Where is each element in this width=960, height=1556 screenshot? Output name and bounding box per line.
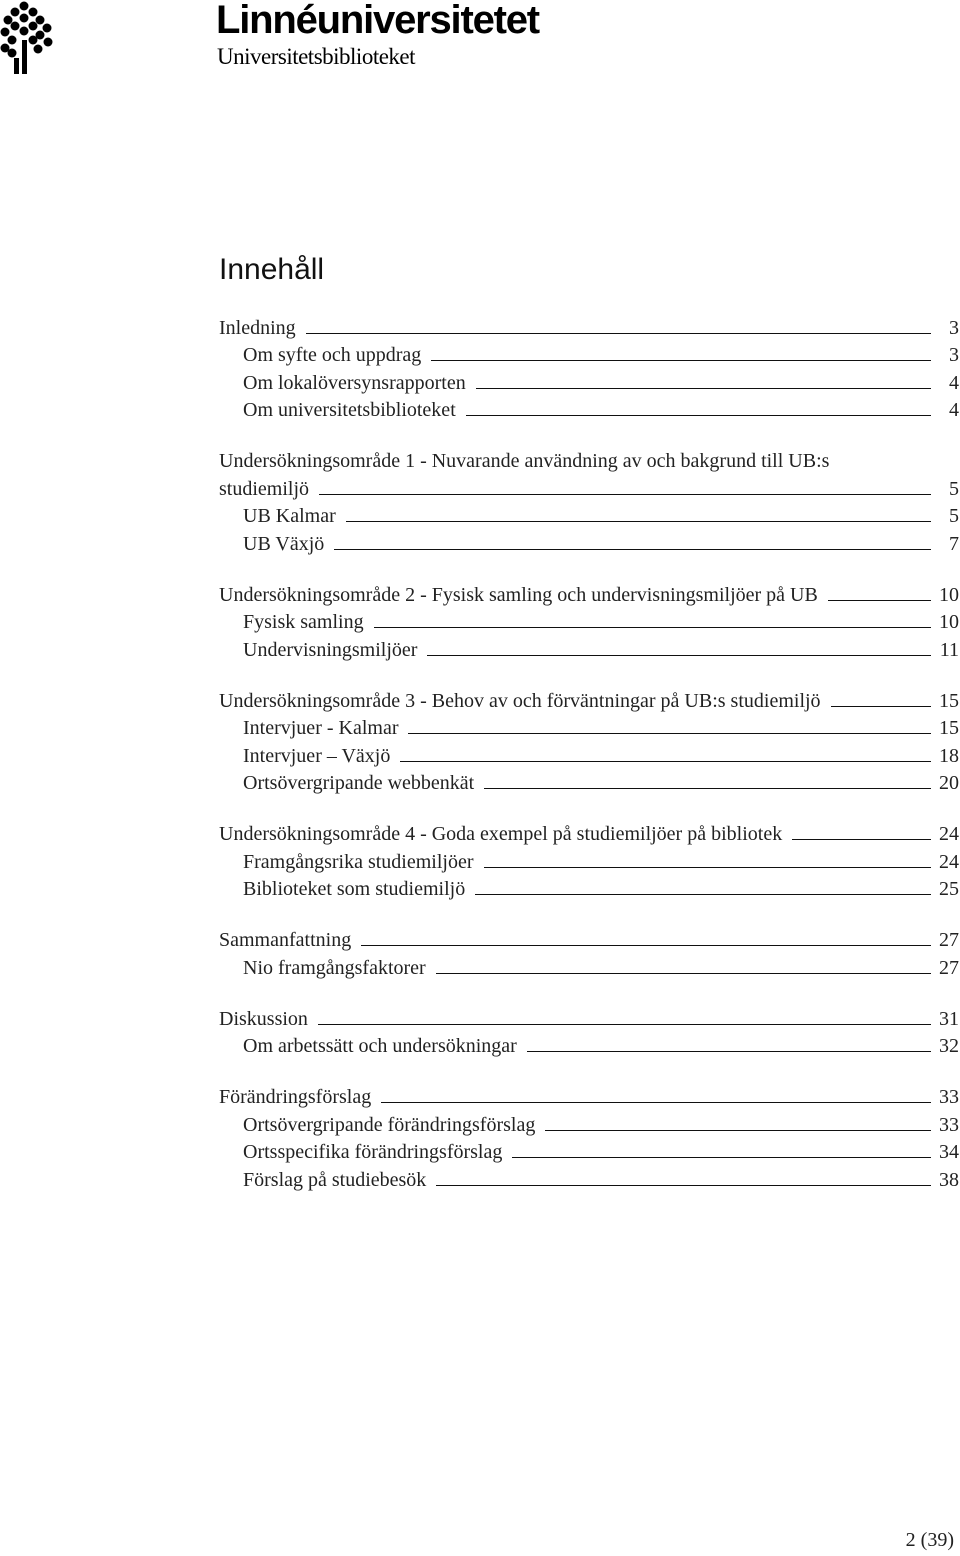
- toc-entry[interactable]: [219, 395, 959, 423]
- toc-entry-page: 33: [939, 1113, 959, 1136]
- toc-entry-page: 4: [949, 371, 959, 394]
- toc-leader-line: [361, 944, 931, 946]
- toc-entry[interactable]: [219, 1137, 959, 1165]
- toc-leader-line: [400, 760, 931, 762]
- toc-entry[interactable]: [219, 1003, 959, 1031]
- toc-leader-line: [318, 1023, 931, 1025]
- toc-entry-title: Nio framgångsfaktorer: [243, 956, 426, 979]
- toc-entry-page: 24: [939, 823, 959, 845]
- toc-entry-page: 3: [949, 316, 959, 339]
- toc-entry-title: UB Kalmar: [243, 505, 336, 527]
- toc-entry-page: 33: [939, 1086, 959, 1108]
- toc-entry-title: Förslag på studiebesök: [243, 1168, 427, 1191]
- toc-leader-line: [466, 414, 931, 416]
- toc-group-spacer: [219, 795, 959, 819]
- toc-leader-line: [484, 866, 931, 868]
- toc-leader-line: [334, 548, 931, 550]
- toc-entry-title: Undersökningsområde 2 - Fysisk samling och undervisningsmiljöer på UB: [219, 583, 818, 606]
- toc-entry[interactable]: [219, 579, 959, 607]
- toc-entry[interactable]: [219, 925, 959, 953]
- toc-entry-page: 27: [939, 929, 959, 951]
- toc-group-spacer: [219, 662, 959, 686]
- tree-logo-icon: [0, 0, 60, 76]
- toc-leader-line: [431, 359, 931, 361]
- toc-entry[interactable]: [219, 312, 959, 340]
- toc-entry-title: Framgångsrika studiemiljöer: [243, 850, 474, 873]
- toc-entry-title: Om arbetssätt och undersökningar: [243, 1035, 517, 1057]
- toc-leader-line: [512, 1156, 931, 1158]
- toc-entry-page: 25: [939, 878, 959, 900]
- toc-entry[interactable]: [219, 1164, 959, 1192]
- toc-heading: Innehåll: [219, 253, 325, 286]
- toc-leader-line: [475, 893, 931, 895]
- toc-entry[interactable]: [219, 740, 959, 768]
- toc-entry[interactable]: [219, 846, 959, 874]
- toc-entry[interactable]: [219, 685, 959, 713]
- toc-entry[interactable]: [219, 528, 959, 556]
- toc-group-spacer: [219, 901, 959, 925]
- toc-group-spacer: [219, 1058, 959, 1082]
- toc-entry-page: 4: [949, 399, 959, 421]
- toc-entry-title: Ortsspecifika förändringsförslag: [243, 1141, 503, 1163]
- toc-leader-line: [381, 1101, 931, 1103]
- toc-entry-page: 10: [939, 611, 959, 633]
- toc-leader-line: [792, 838, 931, 840]
- toc-entry[interactable]: [219, 501, 959, 529]
- toc-entry[interactable]: [219, 607, 959, 635]
- toc-leader-line: [427, 654, 931, 656]
- toc-entry-page: 10: [939, 583, 959, 606]
- toc-entry-page: 11: [939, 638, 959, 661]
- toc-leader-line: [831, 705, 931, 707]
- toc-entry-title: Undersökningsområde 1 - Nuvarande användning av och bakgrund till UB:s: [219, 450, 830, 472]
- page-number: 2 (39): [905, 1529, 954, 1551]
- toc-entry-title: studiemiljö: [219, 477, 309, 500]
- toc-entry[interactable]: [219, 1031, 959, 1059]
- toc-leader-line: [828, 599, 931, 601]
- toc-entry-title: Biblioteket som studiemiljö: [243, 878, 466, 900]
- brand-subtitle: Universitetsbiblioteket: [217, 44, 416, 69]
- toc-entry-page: 38: [939, 1168, 959, 1191]
- toc-entry-page: 24: [939, 850, 959, 873]
- toc-leader-line: [408, 732, 931, 734]
- toc-entry-title: Intervjuer – Växjö: [243, 744, 391, 767]
- toc-entry-title: Undervisningsmiljöer: [243, 638, 418, 661]
- toc-entry[interactable]: [219, 874, 959, 902]
- toc-entry-page: 15: [939, 689, 959, 712]
- toc-entry-title: Om lokalöversynsrapporten: [243, 371, 466, 394]
- toc-entry-title: Om universitetsbiblioteket: [243, 399, 456, 421]
- toc-leader-line: [545, 1129, 931, 1131]
- toc-entry-page: 15: [939, 717, 959, 739]
- toc-entry-page: 3: [949, 344, 959, 366]
- toc-entry-page: 5: [949, 505, 959, 527]
- toc-entry-page: 20: [939, 772, 959, 794]
- toc-entry-title: Sammanfattning: [219, 929, 352, 951]
- toc-entry-page: 34: [939, 1141, 959, 1163]
- toc-entry-title: Ortsövergripande förändringsförslag: [243, 1113, 536, 1136]
- toc-leader-line: [436, 972, 931, 974]
- toc-group-spacer: [219, 556, 959, 580]
- toc-group-spacer: [219, 422, 959, 446]
- toc-entry-page: 31: [939, 1007, 959, 1030]
- table-of-contents: [219, 312, 959, 1192]
- toc-leader-line: [319, 493, 931, 495]
- toc-entry-page: 7: [949, 532, 959, 555]
- toc-entry-title: Inledning: [219, 316, 296, 339]
- header: [0, 0, 620, 80]
- toc-entry[interactable]: [219, 713, 959, 741]
- toc-entry-title: Förändringsförslag: [219, 1086, 372, 1108]
- toc-entry-title: UB Växjö: [243, 532, 325, 555]
- toc-entry-title: Undersökningsområde 3 - Behov av och förväntningar på UB:s studiemiljö: [219, 689, 821, 712]
- toc-entry-page: 32: [939, 1035, 959, 1057]
- toc-entry[interactable]: [219, 367, 959, 395]
- toc-leader-line: [436, 1184, 931, 1186]
- toc-entry-title: Intervjuer - Kalmar: [243, 717, 399, 739]
- toc-entry[interactable]: [219, 473, 959, 501]
- toc-entry-page: 5: [949, 477, 959, 500]
- toc-entry-title: Undersökningsområde 4 - Goda exempel på studiemiljöer på bibliotek: [219, 823, 783, 845]
- toc-leader-line: [527, 1050, 931, 1052]
- toc-entry[interactable]: [219, 340, 959, 368]
- toc-entry[interactable]: [219, 634, 959, 662]
- toc-entry[interactable]: [219, 446, 959, 474]
- toc-leader-line: [306, 332, 931, 334]
- toc-leader-line: [346, 520, 931, 522]
- toc-entry-title: Fysisk samling: [243, 611, 364, 633]
- toc-entry[interactable]: [219, 819, 959, 847]
- toc-entry-page: 18: [939, 744, 959, 767]
- toc-leader-line: [476, 387, 931, 389]
- toc-entry[interactable]: [219, 952, 959, 980]
- toc-entry[interactable]: [219, 1082, 959, 1110]
- brand-name: Linnéuniversitetet: [216, 0, 539, 42]
- toc-entry-title: Ortsövergripande webbenkät: [243, 772, 475, 794]
- toc-entry-page: 27: [939, 956, 959, 979]
- toc-entry[interactable]: [219, 768, 959, 796]
- toc-group-spacer: [219, 980, 959, 1004]
- toc-entry-title: Om syfte och uppdrag: [243, 344, 422, 366]
- toc-entry-title: Diskussion: [219, 1007, 308, 1030]
- toc-leader-line: [484, 787, 931, 789]
- toc-leader-line: [374, 626, 931, 628]
- toc-entry[interactable]: [219, 1109, 959, 1137]
